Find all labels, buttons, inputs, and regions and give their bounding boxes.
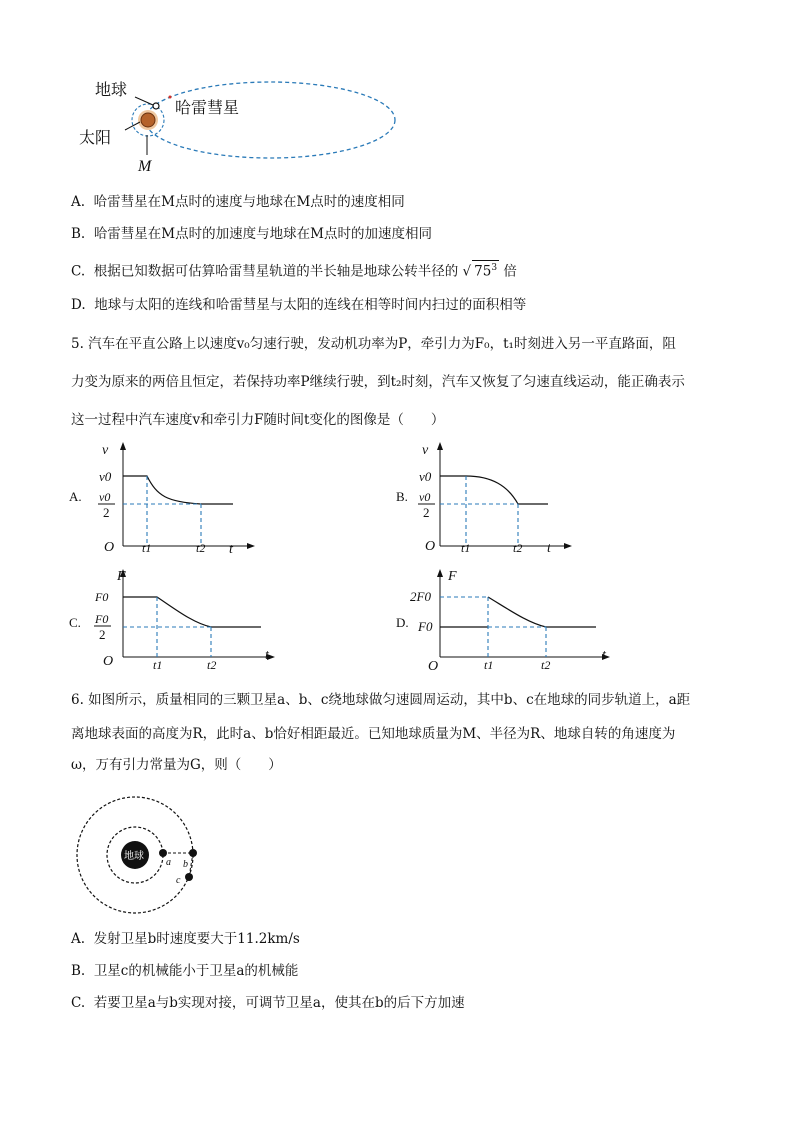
svg-text:t: t <box>602 648 606 663</box>
q4-option-a: A. 哈雷彗星在M点时的速度与地球在M点时的速度相同 <box>71 194 405 210</box>
svg-text:v: v <box>102 443 109 458</box>
svg-text:O: O <box>428 659 439 674</box>
earth-disc-label: 地球 <box>124 851 144 862</box>
svg-text:t2: t2 <box>207 658 217 672</box>
svg-text:v0: v0 <box>419 490 431 504</box>
comet-label: 哈雷彗星 <box>175 98 240 117</box>
q5-stem-line3: 这一过程中汽车速度v和牵引力F随时间t变化的图像是（ ） <box>71 412 445 428</box>
svg-text:t1: t1 <box>484 658 494 672</box>
svg-text:2: 2 <box>99 627 106 642</box>
satellite-b <box>189 849 197 857</box>
svg-text:2F0: 2F0 <box>410 589 431 604</box>
satellite-a <box>159 849 167 857</box>
svg-text:v0: v0 <box>99 469 112 484</box>
svg-text:v: v <box>422 443 429 458</box>
svg-text:F0: F0 <box>95 590 109 604</box>
svg-text:t2: t2 <box>541 658 551 672</box>
svg-text:C.: C. <box>69 615 81 630</box>
svg-text:t2: t2 <box>513 541 523 555</box>
m-label: M <box>138 158 152 175</box>
svg-text:D.: D. <box>396 615 409 630</box>
svg-text:a: a <box>166 857 171 868</box>
satellite-c <box>185 873 193 881</box>
svg-text:2: 2 <box>103 505 110 520</box>
orbit-figure <box>75 75 405 175</box>
q6-option-b: B. 卫星c的机械能小于卫星a的机械能 <box>71 963 299 979</box>
svg-text:O: O <box>103 654 114 669</box>
q5-stem-line1: 5. 汽车在平直公路上以速度v₀匀速行驶，发动机功率为P，牵引力为F₀，t₁时刻进入另一平直路面，阻 <box>71 336 676 352</box>
svg-text:c: c <box>176 875 181 886</box>
graph-c <box>65 565 280 677</box>
q5-stem-line2: 力变为原来的两倍且恒定，若保持功率P继续行驶，到t₂时刻，汽车又恢复了匀速直线运动，能正确表示 <box>71 374 685 390</box>
q6-stem-line2: 离地球表面的高度为R，此时a、b恰好相距最近。已知地球质量为M、半径为R、地球自转的角速度为 <box>71 726 676 742</box>
sun-label: 太阳 <box>79 128 112 147</box>
q4-option-d: D. 地球与太阳的连线和哈雷彗星与太阳的连线在相等时间内扫过的面积相等 <box>71 297 527 313</box>
svg-text:t: t <box>547 541 551 556</box>
svg-text:O: O <box>425 539 436 554</box>
svg-text:B.: B. <box>396 489 408 504</box>
svg-text:t: t <box>265 648 269 663</box>
v-curve-b <box>440 476 548 504</box>
earth-label: 地球 <box>95 80 128 99</box>
svg-text:t1: t1 <box>153 658 163 672</box>
f-curve-c <box>123 597 261 627</box>
svg-text:A.: A. <box>69 489 82 504</box>
comet-orbit <box>145 82 395 158</box>
v-curve-a <box>123 476 233 504</box>
svg-text:t1: t1 <box>461 541 471 555</box>
earth-dot <box>153 103 159 109</box>
svg-text:t2: t2 <box>196 541 206 555</box>
graph-d <box>392 565 617 677</box>
q6-option-a: A. 发射卫星b时速度要大于11.2km/s <box>71 931 300 947</box>
svg-text:F: F <box>448 569 457 584</box>
q6-stem-line3: ω，万有引力常量为G，则（ ） <box>71 757 282 773</box>
f-curve-d <box>488 597 596 627</box>
svg-text:F0: F0 <box>95 612 109 626</box>
svg-text:v0: v0 <box>419 469 432 484</box>
svg-text:O: O <box>104 540 115 555</box>
sun <box>141 113 155 127</box>
q4-option-c: C. 根据已知数据可估算哈雷彗星轨道的半长轴是地球公转半径的 √ $75^3$ 倍 <box>71 260 517 281</box>
q6-stem-line1: 6. 如图所示，质量相同的三颗卫星a、b、c绕地球做匀速圆周运动，其中b、c在地球的同步轨道上，a距 <box>71 692 691 708</box>
graph-a <box>65 438 265 560</box>
graph-b <box>392 438 592 560</box>
satellite-figure <box>70 795 220 920</box>
q4-option-b: B. 哈雷彗星在M点时的加速度与地球在M点时的加速度相同 <box>71 226 432 242</box>
svg-text:t: t <box>229 542 233 557</box>
svg-text:F0: F0 <box>418 619 433 634</box>
comet-dot <box>169 96 172 99</box>
svg-text:F: F <box>117 569 126 584</box>
svg-text:b: b <box>183 859 188 870</box>
svg-text:v0: v0 <box>99 490 111 504</box>
svg-text:t1: t1 <box>142 541 152 555</box>
q6-option-c: C. 若要卫星a与b实现对接，可调节卫星a，使其在b的后下方加速 <box>71 995 465 1011</box>
svg-text:2: 2 <box>423 505 430 520</box>
